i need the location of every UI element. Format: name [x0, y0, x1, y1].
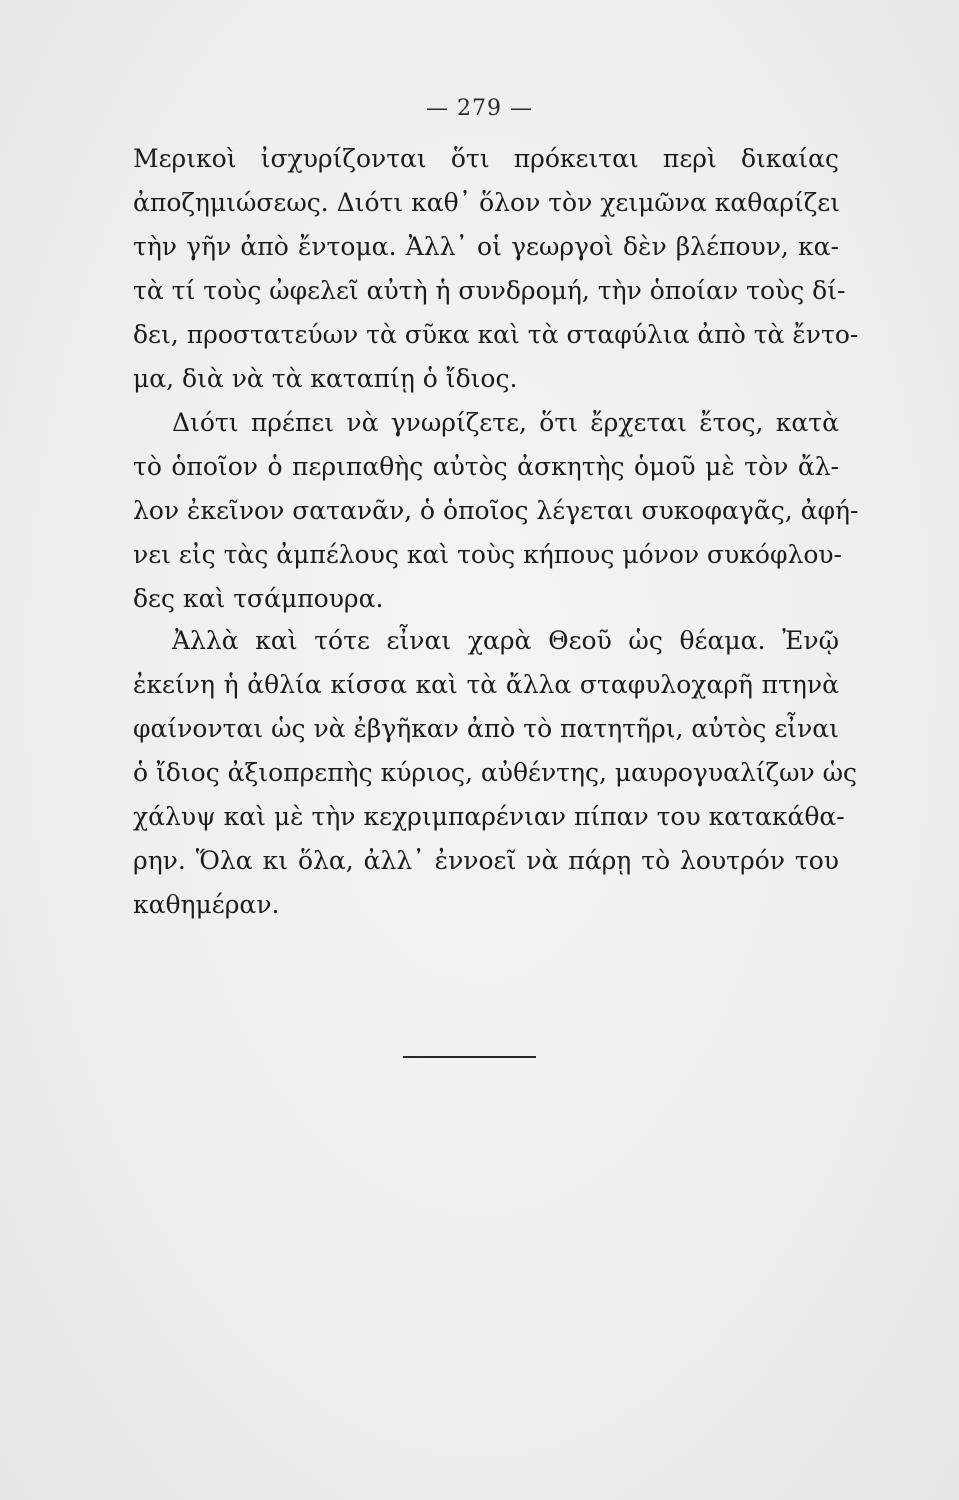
- text-line: λον ἐκεῖνον σατανᾶν, ὁ ὁποῖος λέγεται συκοφαγᾶς, ἀφή-: [133, 496, 859, 525]
- text-line: ἀποζημιώσεως. Διότι καθ᾽ ὅλον τὸν χειμῶνα καθαρίζει: [133, 188, 841, 217]
- text-line: Διότι πρέπει νὰ γνωρίζετε, ὅτι ἔρχεται ἔτος, κατὰ: [172, 408, 839, 437]
- end-rule: [403, 1056, 536, 1058]
- text-line: νει εἰς τὰς ἀμπέλους καὶ τοὺς κήπους μόνον συκόφλου-: [133, 540, 843, 569]
- text-line: ἐκείνη ἡ ἀθλία κίσσα καὶ τὰ ἄλλα σταφυλοχαρῆ πτηνὰ: [133, 670, 839, 699]
- text-line: Μερικοὶ ἰσχυρίζονται ὅτι πρόκειται περὶ δικαίας: [133, 144, 839, 173]
- text-line: δες καὶ τσάμπουρα.: [133, 584, 384, 613]
- text-line: τὰ τί τοὺς ὠφελεῖ αὐτὴ ἡ συνδρομή, τὴν ὁποίαν τοὺς δί-: [133, 276, 846, 305]
- text-line: χάλυψ καὶ μὲ τὴν κεχριμπαρένιαν πίπαν του κατακάθα-: [133, 802, 845, 831]
- text-line: φαίνονται ὡς νὰ ἐβγῆκαν ἀπὸ τὸ πατητῆρι, αὐτὸς εἶναι: [133, 714, 839, 743]
- text-line: δει, προστατεύων τὰ σῦκα καὶ τὰ σταφύλια ἀπὸ τὰ ἔντο-: [133, 320, 859, 349]
- text-line: τὴν γῆν ἀπὸ ἔντομα. Ἀλλ᾽ οἱ γεωργοὶ δὲν βλέπουν, κα-: [133, 232, 839, 261]
- text-line: ὁ ἴδιος ἀξιοπρεπὴς κύριος, αὐθέντης, μαυρογυαλίζων ὡς: [133, 758, 858, 787]
- text-line: ρην. Ὅλα κι ὅλα, ἀλλ᾽ ἐννοεῖ νὰ πάρῃ τὸ λουτρόν του: [133, 846, 839, 875]
- text-line: τὸ ὁποῖον ὁ περιπαθὴς αὐτὸς ἀσκητὴς ὁμοῦ μὲ τὸν ἄλ-: [133, 452, 839, 481]
- text-line: μα, διὰ νὰ τὰ καταπίῃ ὁ ἴδιος.: [133, 364, 518, 393]
- text-line: Ἀλλὰ καὶ τότε εἶναι χαρὰ Θεοῦ ὡς θέαμα. Ἐνῷ: [172, 626, 839, 655]
- text-line: καθημέραν.: [133, 890, 280, 919]
- page-number: — 279 —: [426, 96, 533, 121]
